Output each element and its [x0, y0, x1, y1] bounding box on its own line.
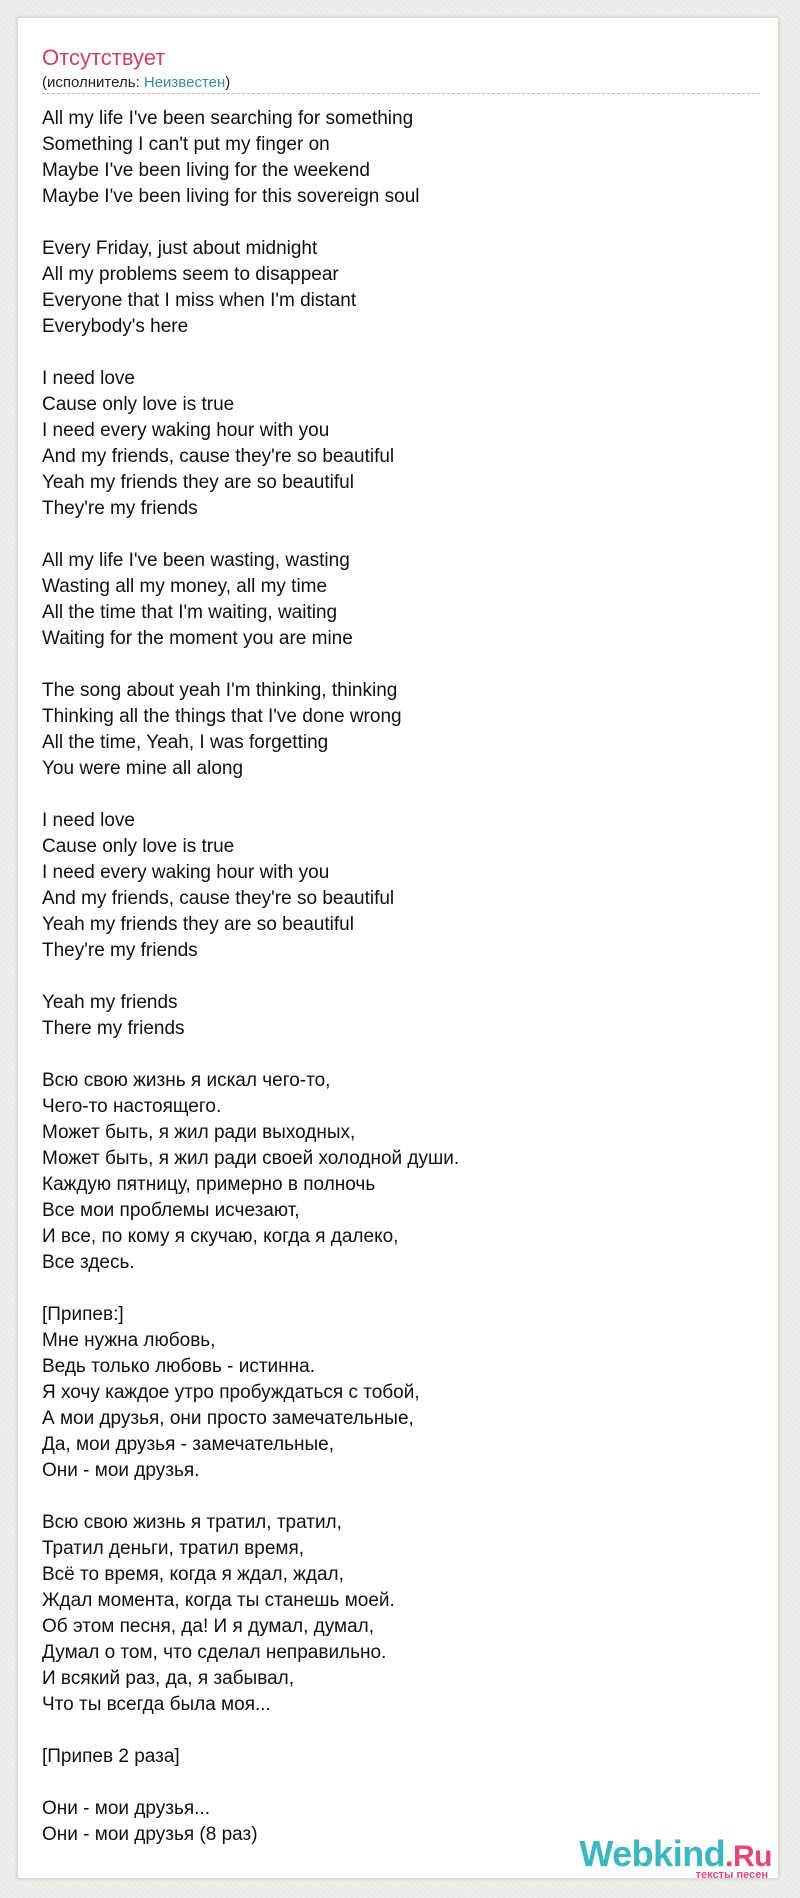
artist-link[interactable]: Неизвестен	[143, 74, 226, 91]
lyrics-card	[17, 17, 779, 1879]
site-logo	[579, 1833, 772, 1881]
lyrics-text: All my life I've been searching for something Something I can't put my finger on Maybe I've been living for the weekend Maybe I've been living for this sovereign soul Every Friday, just about midnight All my problems seem to disappear Everyone that I miss when I'm distant Everybody's here I need love Cause only love is true I need every waking hour with you And my friends, cause they're so beautiful Yeah my friends they are so beautiful They're my friends All my life I've been wasting, wasting Wasting all my money, all my time All the time that I'm waiting, waiting Waiting for the moment you are mine The song about yeah I'm thinking, thinking Thinking all the things that I've done wrong All the time, Yeah, I was forgetting You were mine all along I need love Cause only love is true I need every waking hour with you And my friends, cause they're so beautiful Yeah my friends they are so beautiful They're my friends Yeah my friends There my friends Всю свою жизнь я искал чего-то, Чего-то настоящего. Может быть, я жил ради выходных, Может быть, я жил ради своей холодной души. Каждую пятницу, примерно в полночь Все мои проблемы исчезают, И все, по кому я скучаю, когда я далеко, Все здесь. [Припев:] Мне нужна любовь, Ведь только любовь - истинна. Я хочу каждое утро пробуждаться с тобой, А мои друзья, они просто замечательные, Да, мои друзья - замечательные, Они - мои друзья. Всю свою жизнь я тратил, тратил, Тратил деньги, тратил время, Всё то время, когда я ждал, ждал, Ждал момента, когда ты станешь моей. Об этом песня, да! И я думал, думал, Думал о том, что сделал неправильно. И всякий раз, да, я забывал, Что ты всегда была моя... [Припев 2 раза] Они - мои друзья... Они - мои друзья (8 раз)	[42, 108, 460, 1845]
logo-brand-name: Webkind	[579, 1833, 726, 1874]
logo-brand	[579, 1833, 772, 1874]
artist-prefix: (исполнитель:	[42, 74, 144, 91]
logo-brand-tld: .Ru	[725, 1840, 772, 1873]
artist-line	[42, 73, 230, 93]
song-title: Отсутствует	[42, 45, 166, 70]
logo-tagline: тексты песен	[695, 1869, 768, 1881]
artist-suffix: )	[225, 74, 231, 91]
title-divider	[42, 93, 760, 94]
